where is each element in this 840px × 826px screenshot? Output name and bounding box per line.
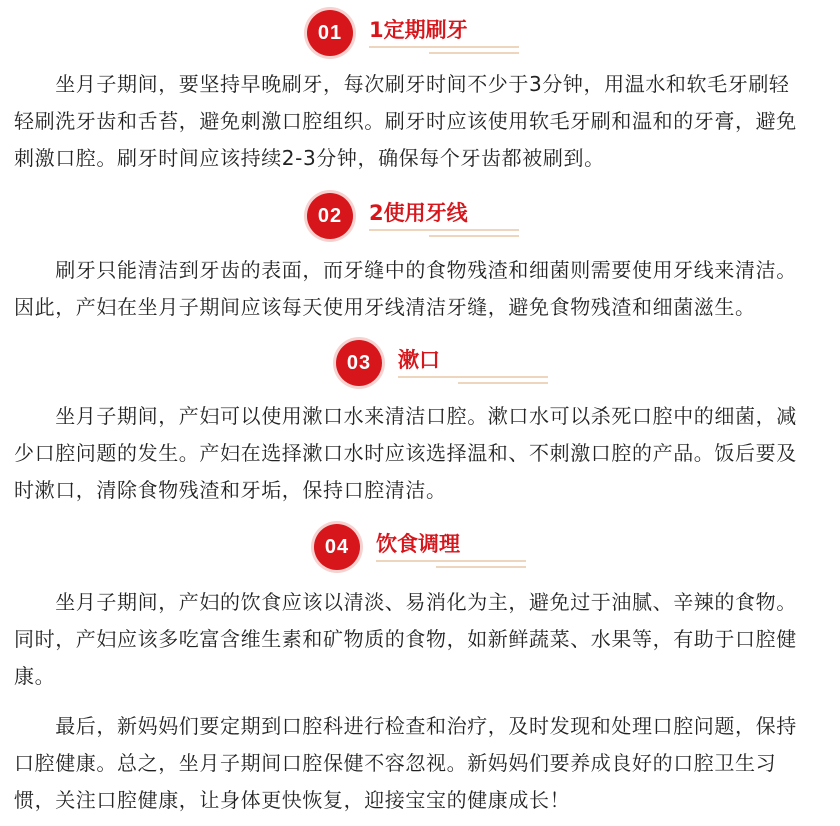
section-number-badge: 03: [336, 340, 382, 386]
paragraph-line: 因此，产妇在坐月子期间应该每天使用牙线清洁牙缝，避免食物残渣和细菌滋生。: [14, 295, 756, 319]
paragraph-line: 最后，新妈妈们要定期到口腔科进行检查和治疗，及时发现和处理口腔问题，保持: [14, 714, 797, 738]
section-title: 1定期刷牙: [369, 18, 468, 42]
paragraph-line: 刷牙只能清洁到牙齿的表面，而牙缝中的食物残渣和细菌则需要使用牙线来清洁。: [14, 258, 797, 282]
paragraph-line: 康。: [14, 664, 56, 688]
paragraph-line: 坐月子期间，产妇可以使用漱口水来清洁口腔。漱口水可以杀死口腔中的细菌，减: [14, 404, 797, 428]
section-number-badge: 01: [307, 10, 353, 56]
section-paragraph-4: [14, 584, 828, 695]
decorative-lines-icon: [369, 227, 519, 239]
decorative-lines-icon: [398, 374, 548, 386]
section-title: 漱口: [398, 348, 440, 372]
section-number-badge: 02: [307, 193, 353, 239]
decorative-lines-icon: [369, 44, 519, 56]
section-heading-2: [307, 193, 527, 239]
paragraph-line: 坐月子期间，产妇的饮食应该以清淡、易消化为主，避免过于油腻、辛辣的食物。: [14, 590, 797, 614]
section-title: 2使用牙线: [369, 201, 468, 225]
section-heading-3: [336, 340, 536, 386]
paragraph-line: 惯，关注口腔健康，让身体更快恢复，迎接宝宝的健康成长！: [14, 788, 571, 812]
section-title: 饮食调理: [376, 532, 460, 556]
section-heading-1: [307, 10, 527, 56]
section-paragraph-2: [14, 252, 828, 326]
section-number-badge: 04: [314, 524, 360, 570]
conclusion-paragraph: [14, 708, 828, 819]
section-paragraph-3: [14, 398, 828, 509]
paragraph-line: 轻刷洗牙齿和舌苔，避免刺激口腔组织。刷牙时应该使用软毛牙刷和温和的牙膏，避免: [14, 109, 797, 133]
decorative-lines-icon: [376, 558, 526, 570]
section-heading-4: [314, 524, 534, 570]
paragraph-line: 刺激口腔。刷牙时间应该持续2-3分钟，确保每个牙齿都被刷到。: [14, 146, 605, 170]
paragraph-line: 口腔健康。总之，坐月子期间口腔保健不容忽视。新妈妈们要养成良好的口腔卫生习: [14, 751, 777, 775]
paragraph-line: 少口腔问题的发生。产妇在选择漱口水时应该选择温和、不刺激口腔的产品。饭后要及: [14, 441, 797, 465]
paragraph-line: 时漱口，清除食物残渣和牙垢，保持口腔清洁。: [14, 478, 447, 502]
paragraph-line: 坐月子期间，要坚持早晚刷牙，每次刷牙时间不少于3分钟，用温水和软毛牙刷轻: [14, 72, 790, 96]
paragraph-line: 同时，产妇应该多吃富含维生素和矿物质的食物，如新鲜蔬菜、水果等，有助于口腔健: [14, 627, 797, 651]
section-paragraph-1: [14, 66, 828, 177]
